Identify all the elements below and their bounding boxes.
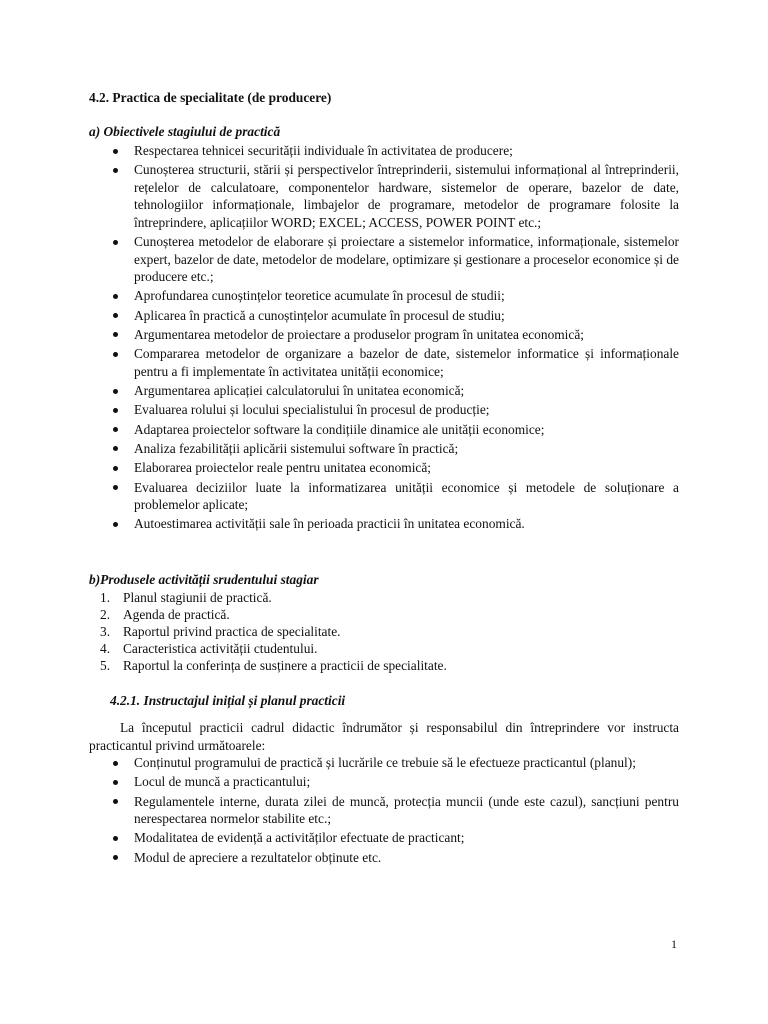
list-item: Modalitatea de evidență a activităților efectuate de practicant; [89, 829, 679, 847]
intro-paragraph: La începutul practicii cadrul didactic îndrumător și responsabilul din întreprindere vor instructa practicantul privind următoarele: [89, 720, 679, 753]
list-item: Modul de apreciere a rezultatelor obținute etc. [89, 849, 679, 867]
list-item [89, 589, 679, 606]
objectives-list [89, 142, 679, 535]
list-item: Analiza fezabilității aplicării sistemului software în practică; [89, 440, 679, 458]
subsection-heading: 4.2.1. Instructajul inițial și planul practicii [110, 693, 346, 708]
list-item: Aprofundarea cunoștințelor teoretice acumulate în procesul de studii; [89, 287, 679, 305]
list-number: 5. [100, 658, 111, 673]
list-item-text: Raportul privind practica de specialitate. [123, 624, 341, 639]
list-item-text: Raportul la conferința de susținere a practicii de specialitate. [123, 658, 447, 673]
list-item: Evaluarea deciziilor luate la informatizarea unității economice și metodele de soluționare a problemelor aplicate; [89, 479, 679, 514]
list-item: Regulamentele interne, durata zilei de muncă, protecția muncii (unde este cazul), sancțiuni pentru nerespectarea normelor stabilite etc.; [89, 793, 679, 828]
list-item [89, 623, 679, 640]
list-item: Cunoșterea structurii, stării și perspectivelor întreprinderii, sistemului informațional al întreprinderii, rețelelor de calculatoare, componentelor hardware, sistemelor de operare, bazelor de date, tehnologiilor informaționale, limbajelor de programare, metodelor de programare folosite la întreprindere, aplicațiilor WORD; EXCEL; ACCESS, POWER POINT etc.; [89, 161, 679, 231]
list-number: 1. [100, 590, 111, 605]
list-number: 3. [100, 624, 111, 639]
list-number: 2. [100, 607, 111, 622]
section-title: 4.2. Practica de specialitate (de producere) [89, 90, 332, 105]
list-item: Evaluarea rolului și locului specialistului în procesul de producție; [89, 401, 679, 419]
instruction-list [89, 754, 679, 868]
list-item-text: Agenda de practică. [123, 607, 230, 622]
page-number: 1 [671, 937, 677, 951]
list-item: Compararea metodelor de organizare a bazelor de date, sistemelor informatice și informaționale pentru a fi implementate în activitatea unității economice; [89, 345, 679, 380]
products-list [89, 589, 679, 674]
list-item [89, 657, 679, 674]
list-item: Argumentarea aplicației calculatorului în unitatea economică; [89, 382, 679, 400]
list-item: Elaborarea proiectelor reale pentru unitatea economică; [89, 459, 679, 477]
list-item: Autoestimarea activității sale în perioada practicii în unitatea economică. [89, 515, 679, 533]
list-item: Respectarea tehnicei securității individuale în activitatea de producere; [89, 142, 679, 160]
list-item [89, 640, 679, 657]
list-item: Locul de muncă a practicantului; [89, 773, 679, 791]
list-item-text: Planul stagiunii de practică. [123, 590, 272, 605]
list-item: Argumentarea metodelor de proiectare a produselor program în unitatea economică; [89, 326, 679, 344]
list-item-text: Caracteristica activității ctudentului. [123, 641, 318, 656]
list-item: Cunoșterea metodelor de elaborare și proiectare a sistemelor informatice, informaționale, sistemelor expert, bazelor de date, metodelor de modelare, optimizare și gestionare a proceselor economice și de producere etc.; [89, 233, 679, 286]
list-item: Adaptarea proiectelor software la condițiile dinamice ale unității economice; [89, 421, 679, 439]
list-number: 4. [100, 641, 111, 656]
list-item: Conținutul programului de practică și lucrările ce trebuie să le efectueze practicantul (planul); [89, 754, 679, 772]
list-item: Aplicarea în practică a cunoștințelor acumulate în procesul de studiu; [89, 307, 679, 325]
products-heading: b)Produsele activității srudentului stagiar [89, 572, 319, 587]
list-item [89, 606, 679, 623]
objectives-heading: a) Obiectivele stagiului de practică [89, 124, 281, 139]
